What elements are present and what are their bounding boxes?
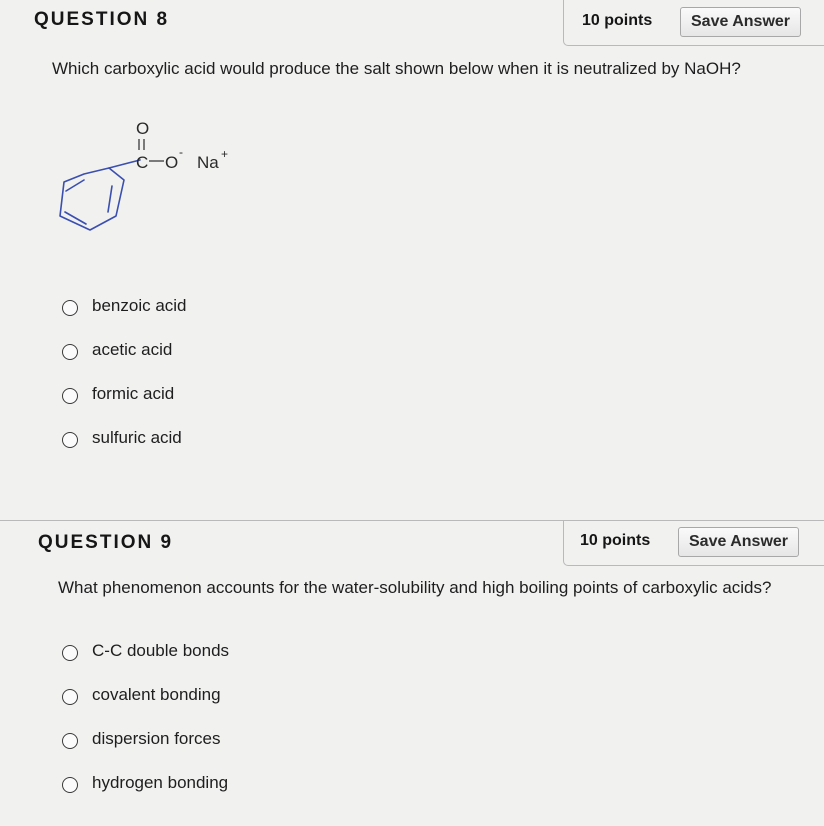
- option-label: C-C double bonds: [92, 641, 230, 660]
- option-label: dispersion forces: [92, 729, 221, 748]
- benzene-ring-icon: [60, 160, 140, 230]
- radio-button[interactable]: [62, 388, 78, 404]
- radio-button[interactable]: [62, 733, 78, 749]
- points-box: [563, 520, 824, 566]
- carbonyl-oxygen-label: O: [136, 119, 150, 138]
- minus-charge: -: [179, 145, 183, 159]
- sodium-benzoate-structure: [52, 116, 252, 246]
- radio-button[interactable]: [62, 777, 78, 793]
- option-label: sulfuric acid: [92, 428, 182, 447]
- points-box: [563, 0, 824, 46]
- option-label: benzoic acid: [92, 296, 187, 315]
- question-text: Which carboxylic acid would produce the salt shown below when it is neutralized by NaOH?: [52, 59, 741, 78]
- option-label: covalent bonding: [92, 685, 221, 704]
- option-label: hydrogen bonding: [92, 773, 229, 792]
- save-answer-button[interactable]: Save Answer: [678, 527, 799, 557]
- plus-charge: +: [221, 147, 229, 161]
- radio-button[interactable]: [62, 300, 78, 316]
- radio-button[interactable]: [62, 689, 78, 705]
- radio-button[interactable]: [62, 344, 78, 360]
- question-title: QUESTION 8: [34, 9, 170, 30]
- option-label: acetic acid: [92, 340, 173, 359]
- points-label: 10 points: [582, 12, 653, 29]
- save-answer-button[interactable]: Save Answer: [680, 7, 801, 37]
- question-9: [0, 520, 824, 826]
- radio-button[interactable]: [62, 432, 78, 448]
- oxygen-label: O: [165, 153, 179, 172]
- question-title: QUESTION 9: [38, 532, 174, 553]
- points-label: 10 points: [580, 532, 651, 549]
- question-text: What phenomenon accounts for the water-solubility and high boiling points of carboxylic acids?: [58, 578, 772, 597]
- sodium-label: Na: [197, 153, 219, 172]
- carbon-label: C: [136, 153, 149, 172]
- radio-button[interactable]: [62, 645, 78, 661]
- option-label: formic acid: [92, 384, 175, 403]
